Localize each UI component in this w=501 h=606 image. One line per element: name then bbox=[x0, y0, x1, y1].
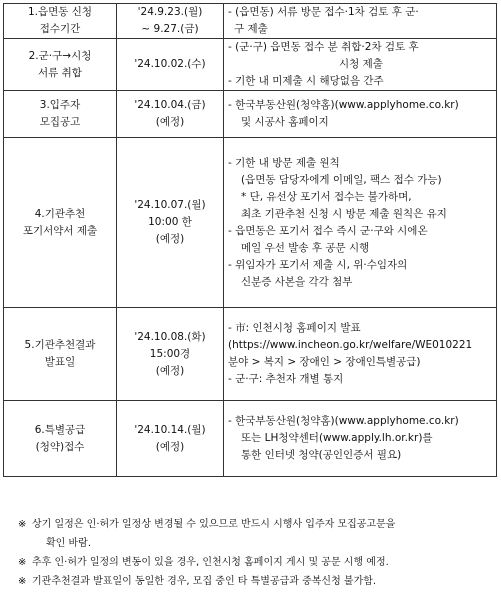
detail-cell-line: 분야 > 복지 > 장애인 > 장애인특별공급) bbox=[228, 356, 421, 368]
note-text: 기관추천결과 발표일이 동일한 경우, 모집 중인 타 특별공급과 중복신청 불가함. bbox=[32, 576, 377, 587]
stage-cell-line: 2.군·구→시청 bbox=[28, 49, 92, 62]
date-cell-line: (예정) bbox=[155, 364, 185, 377]
detail-cell-line: 및 시공사 홈페이지 bbox=[241, 116, 329, 128]
date-cell bbox=[117, 138, 224, 308]
stage-cell bbox=[4, 308, 117, 401]
date-cell bbox=[117, 91, 224, 138]
date-cell-line: '24.10.08.(화) bbox=[134, 330, 206, 343]
detail-cell-line: - 市: 인천시청 홈페이지 발표 bbox=[228, 322, 361, 334]
schedule-row bbox=[4, 39, 497, 91]
note-text: 상기 일정은 인·허가 일정상 변경될 수 있으므로 반드시 시행사 입주자 모집공고문을 bbox=[32, 519, 396, 530]
date-cell-line: '24.10.04.(금) bbox=[134, 99, 206, 111]
note-mark bbox=[18, 534, 32, 553]
stage-cell-line: 4.기관추천 bbox=[34, 207, 86, 220]
detail-cell bbox=[224, 91, 497, 138]
detail-cell-line: 구 제출 bbox=[234, 23, 268, 35]
schedule-row bbox=[4, 91, 497, 138]
stage-cell-line: 1.읍면동 신청 bbox=[27, 6, 93, 18]
date-cell-line: (예정) bbox=[155, 116, 185, 128]
stage-cell bbox=[4, 4, 117, 39]
date-cell-line: 15:00경 bbox=[149, 347, 191, 360]
detail-cell-line: - 기한 내 방문 제출 원칙 bbox=[228, 156, 340, 169]
detail-cell-line: - 군·구: 추천자 개별 통지 bbox=[228, 373, 344, 385]
detail-cell-line: (읍면동 담당자에게 이메일, 팩스 접수 가능) bbox=[241, 173, 442, 186]
note-mark: ※ bbox=[18, 576, 27, 587]
detail-cell-line: - 한국부동산원(청약홈)(www.applyhome.co.kr) bbox=[228, 415, 459, 427]
schedule-row bbox=[4, 138, 497, 308]
stage-cell-line: 접수기간 bbox=[39, 23, 81, 35]
schedule-table bbox=[3, 3, 497, 477]
schedule-row bbox=[4, 4, 497, 39]
detail-cell-line: - 기한 내 미제출 시 해당없음 간주 bbox=[228, 75, 384, 87]
detail-cell-line: - (군·구) 읍면동 접수 분 취합·2차 검토 후 bbox=[228, 41, 419, 53]
detail-cell-line: 통한 인터넷 청약(공인인증서 필요) bbox=[241, 449, 402, 461]
detail-cell-line: 메일 우선 발송 후 공문 시행 bbox=[241, 241, 370, 254]
date-cell-line: 10:00 한 bbox=[148, 216, 192, 228]
date-cell bbox=[117, 39, 224, 91]
stage-cell-line: 발표일 bbox=[44, 356, 76, 368]
stage-cell-line: (청약)접수 bbox=[35, 440, 85, 453]
detail-cell-line: - 읍면동은 포기서 접수 즉시 군·구와 시에온 bbox=[228, 224, 428, 237]
detail-cell-line: 시청 제출 bbox=[339, 58, 383, 70]
date-cell bbox=[117, 401, 224, 477]
date-cell-line: ~ 9.27.(금) bbox=[141, 23, 199, 35]
notes-section bbox=[18, 515, 496, 591]
note-item bbox=[18, 572, 496, 591]
detail-cell-line: 신분증 사본을 각각 첨부 bbox=[241, 275, 353, 288]
date-cell bbox=[117, 308, 224, 401]
stage-cell bbox=[4, 138, 117, 308]
note-item bbox=[18, 553, 496, 572]
detail-cell-line: - (읍면동) 서류 방문 접수·1차 검토 후 군· bbox=[228, 6, 419, 18]
detail-cell-line: 최초 기관추천 신청 시 방문 제출 원칙은 유지 bbox=[241, 207, 447, 220]
note-item bbox=[18, 515, 496, 534]
note-item bbox=[18, 534, 496, 553]
date-cell-line: '24.10.07.(월) bbox=[134, 199, 206, 211]
detail-cell bbox=[224, 39, 497, 91]
stage-cell bbox=[4, 39, 117, 91]
note-mark: ※ bbox=[18, 557, 27, 568]
note-text: 추후 인·허가 일정의 변동이 있을 경우, 인천시청 홈페이지 게시 및 공문 시행 예정. bbox=[32, 557, 389, 568]
detail-cell bbox=[224, 308, 497, 401]
date-cell-line: (예정) bbox=[155, 233, 185, 245]
detail-cell-line: (https://www.incheon.go.kr/welfare/WE010221 bbox=[228, 339, 473, 351]
date-cell-line: '24.10.14.(월) bbox=[134, 423, 206, 436]
date-cell bbox=[117, 4, 224, 39]
detail-cell bbox=[224, 4, 497, 39]
note-text: 확인 바람. bbox=[46, 538, 91, 549]
detail-cell-line: - 위임자가 포기서 제출 시, 위·수임자의 bbox=[228, 258, 408, 271]
schedule-row bbox=[4, 308, 497, 401]
detail-cell-line: 또는 LH청약센터(www.apply.lh.or.kr)를 bbox=[241, 432, 433, 444]
date-cell-line: '24.10.02.(수) bbox=[134, 58, 206, 70]
stage-cell bbox=[4, 401, 117, 477]
stage-cell bbox=[4, 91, 117, 138]
note-mark: ※ bbox=[18, 519, 27, 530]
detail-cell-line: - 한국부동산원(청약홈)(www.applyhome.co.kr) bbox=[228, 99, 459, 111]
stage-cell-line: 5.기관추천결과 bbox=[24, 339, 96, 351]
date-cell-line: '24.9.23.(월) bbox=[137, 6, 203, 18]
stage-cell-line: 모집공고 bbox=[39, 116, 81, 128]
detail-cell-line: * 단, 유선상 포기서 접수는 불가하며, bbox=[241, 190, 412, 203]
stage-cell-line: 3.입주자 bbox=[39, 99, 81, 111]
stage-cell-line: 서류 취합 bbox=[38, 66, 82, 79]
date-cell-line: (예정) bbox=[155, 440, 185, 453]
detail-cell bbox=[224, 138, 497, 308]
schedule-row bbox=[4, 401, 497, 477]
stage-cell-line: 6.특별공급 bbox=[34, 423, 86, 436]
detail-cell bbox=[224, 401, 497, 477]
stage-cell-line: 포기서약서 제출 bbox=[22, 224, 98, 237]
